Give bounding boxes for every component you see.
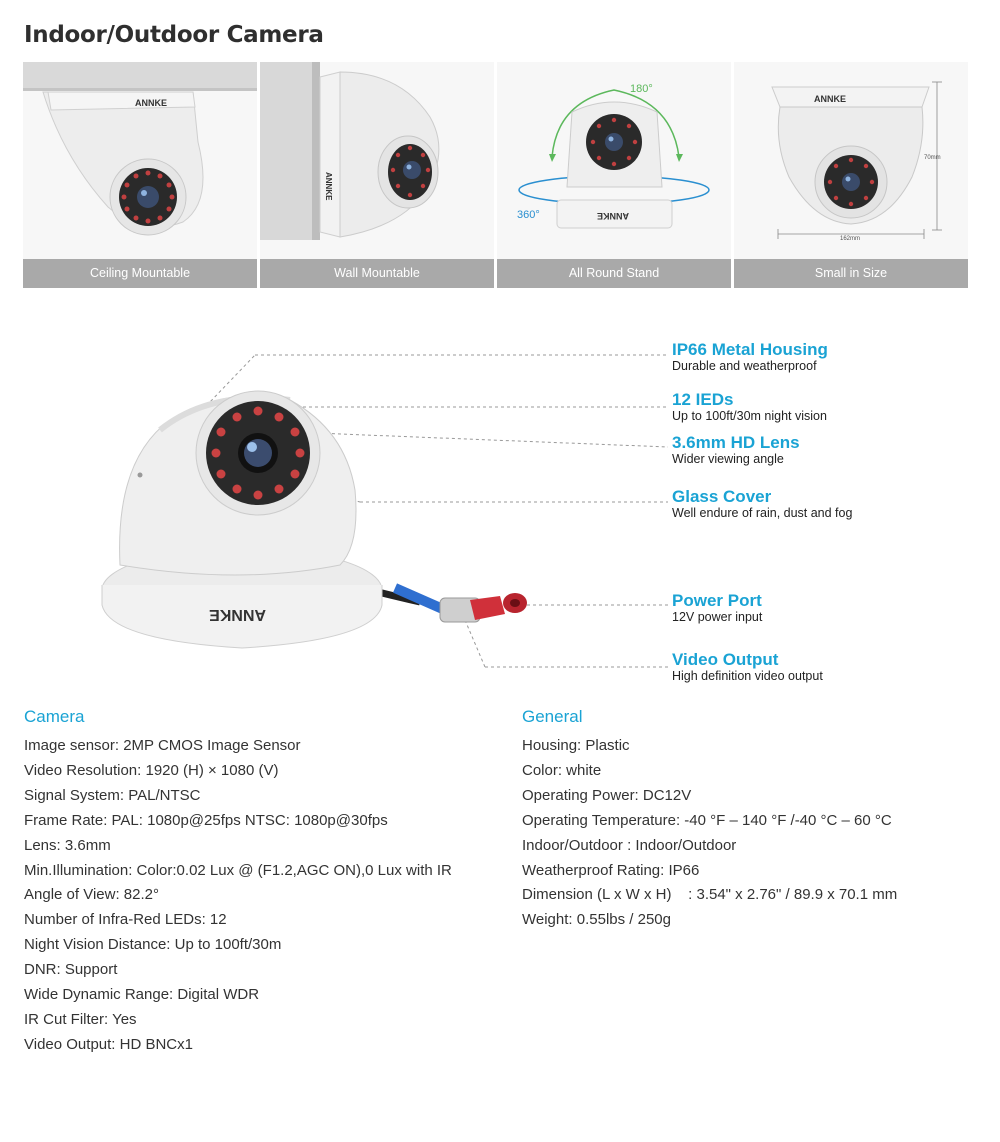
spec-line: Min.Illumination: Color:0.02 Lux @ (F1.2,AGC ON),0 Lux with IR [24,861,452,879]
brand-logo: ANNKE [814,94,847,104]
feature-lens [672,434,800,467]
tile-all-round-stand [497,62,731,288]
rotation-camera-image [497,62,731,259]
spec-line: Angle of View: 82.2° [24,886,159,904]
feature-housing [672,341,828,374]
camera-specs [24,706,452,1058]
spec-line: Weight: 0.55lbs / 250g [522,911,671,929]
tile-wall-mountable [260,62,494,288]
feature-glass-cover [672,488,852,521]
tile-small-in-size [734,62,968,288]
height-label: 70mm [924,155,941,161]
spec-line: Night Vision Distance: Up to 100ft/30m [24,936,282,954]
brand-logo: ANNKE [209,606,266,623]
spec-line: DNR: Support [24,961,118,979]
spec-line: Video Resolution: 1920 (H) × 1080 (V) [24,761,279,779]
spec-line: Dimension (L x W x H) : 3.54" x 2.76" / 89.9 x 70.1 mm [522,886,898,904]
feature-diagram [0,320,1000,700]
angle-360-label: 360° [517,209,540,221]
spec-line: Number of Infra-Red LEDs: 12 [24,911,227,929]
spec-line: Operating Power: DC12V [522,786,692,804]
brand-logo: ANNKE [324,172,333,201]
feature-subtitle: Wider viewing angle [672,452,784,466]
brand-logo: ANNKE [596,211,629,221]
feature-subtitle: Durable and weatherproof [672,359,817,373]
feature-subtitle: Well endure of rain, dust and fog [672,506,853,520]
feature-subtitle: 12V power input [672,610,763,624]
spec-line: Wide Dynamic Range: Digital WDR [24,986,260,1004]
feature-power-port [672,592,762,625]
spec-line: Frame Rate: PAL: 1080p@25fps NTSC: 1080p@30fps [24,811,388,829]
spec-line: Color: white [522,761,602,779]
feature-ir-leds [672,391,827,424]
feature-title: IP66 Metal Housing [672,340,828,359]
spec-line: IR Cut Filter: Yes [24,1010,137,1028]
page-title: Indoor/Outdoor Camera [24,22,324,48]
brand-logo: ANNKE [135,98,168,108]
spec-line: Operating Temperature: -40 °F – 140 °F /-40 °C – 60 °C [522,811,892,829]
tile-caption: All Round Stand [497,259,731,288]
camera-specs-heading: Camera [24,707,85,726]
ceiling-camera-image [23,62,257,259]
tile-caption: Small in Size [734,259,968,288]
tile-ceiling-mountable [23,62,257,288]
spec-line: Image sensor: 2MP CMOS Image Sensor [24,737,301,754]
feature-title: 3.6mm HD Lens [672,433,800,452]
general-specs-heading: General [522,707,583,726]
angle-180-label: 180° [630,83,653,95]
tile-caption: Wall Mountable [260,259,494,288]
feature-title: Video Output [672,650,779,669]
spec-line: Indoor/Outdoor : Indoor/Outdoor [522,836,737,854]
feature-subtitle: High definition video output [672,669,823,683]
wall-camera-image [260,62,494,259]
spec-line: Signal System: PAL/NTSC [24,786,201,804]
general-specs [522,706,897,933]
feature-tiles [23,62,967,288]
dimension-camera-image [734,62,968,259]
tile-caption: Ceiling Mountable [23,259,257,288]
spec-line: Lens: 3.6mm [24,836,111,854]
spec-line: Housing: Plastic [522,737,630,754]
feature-title: Power Port [672,591,762,610]
spec-line: Video Output: HD BNCx1 [24,1035,193,1053]
feature-title: 12 IEDs [672,390,734,409]
camera-diagram-image [0,320,670,700]
feature-video-output [672,651,823,684]
feature-title: Glass Cover [672,487,772,506]
feature-subtitle: Up to 100ft/30m night vision [672,409,827,423]
spec-line: Weatherproof Rating: IP66 [522,861,700,879]
width-label: 162mm [840,236,861,242]
